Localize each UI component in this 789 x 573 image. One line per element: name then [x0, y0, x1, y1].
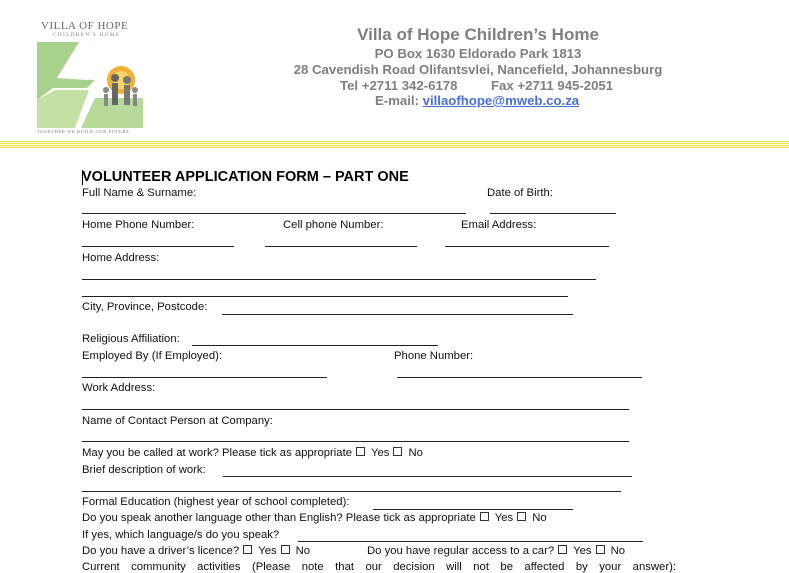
header-po-box: PO Box 1630 Eldorado Park 1813	[374, 46, 582, 61]
religion-label: Religious Affiliation:	[82, 333, 180, 345]
drivers-licence-label: Do you have a driver’s licence?	[82, 545, 240, 557]
which-language-field[interactable]	[298, 541, 643, 542]
licence-row	[82, 545, 310, 557]
which-language-label: If yes, which language/s do you speak?	[82, 529, 280, 541]
home-address-label: Home Address:	[82, 252, 160, 264]
city-field[interactable]	[222, 314, 573, 315]
phone-number-label: Phone Number:	[394, 350, 474, 362]
cell-phone-field[interactable]	[265, 246, 417, 247]
education-field[interactable]	[373, 509, 573, 510]
home-address-field-2[interactable]	[82, 296, 568, 297]
car-access-label: Do you have regular access to a car?	[367, 545, 555, 557]
cell-phone-label: Cell phone Number:	[283, 219, 384, 231]
other-language-no-label: No	[532, 512, 547, 524]
contact-person-label: Name of Contact Person at Company:	[82, 415, 273, 427]
other-language-yes-checkbox[interactable]	[480, 512, 489, 521]
full-name-field[interactable]	[82, 213, 466, 214]
header-fax: Fax +2711 945-2051	[491, 78, 614, 93]
logo	[35, 20, 145, 138]
contact-person-field[interactable]	[82, 441, 629, 442]
home-phone-field[interactable]	[82, 246, 234, 247]
called-at-work-yes-label: Yes	[371, 447, 390, 459]
licence-yes-checkbox[interactable]	[243, 545, 252, 554]
email-link[interactable]: villaofhope@mweb.co.za	[422, 93, 580, 108]
other-language-yes-label: Yes	[494, 512, 514, 524]
email-address-label: Email Address:	[461, 219, 537, 231]
car-access-row	[367, 545, 625, 557]
logo-graphic	[35, 40, 145, 128]
car-no-label: No	[610, 545, 626, 557]
education-label: Formal Education (highest year of school completed):	[82, 496, 350, 508]
brief-work-label: Brief description of work:	[82, 464, 206, 476]
car-yes-label: Yes	[573, 545, 592, 557]
header-address: 28 Cavendish Road Olifantsvlei, Nancefield, Johannesburg	[293, 62, 663, 77]
header-tel: Tel +2711 342-6178	[340, 78, 458, 93]
dob-field[interactable]	[490, 213, 616, 214]
called-at-work-no-label: No	[408, 447, 423, 459]
called-at-work-label: May you be called at work? Please tick as appropriate	[82, 447, 353, 459]
called-at-work-yes-checkbox[interactable]	[356, 447, 365, 456]
employed-by-label: Employed By (If Employed):	[82, 350, 223, 362]
licence-yes-label: Yes	[258, 545, 277, 557]
car-no-checkbox[interactable]	[596, 545, 605, 554]
brief-work-field-1[interactable]	[223, 476, 632, 477]
work-address-label: Work Address:	[82, 382, 156, 394]
licence-no-checkbox[interactable]	[281, 545, 290, 554]
full-name-label: Full Name & Surname:	[82, 187, 197, 199]
form-title: VOLUNTEER APPLICATION FORM – PART ONE	[82, 169, 409, 185]
logo-tagline: TOGETHER WE BUILD OUR FUTURE	[37, 129, 130, 134]
other-language-row	[82, 512, 547, 524]
email-label: E-mail:	[375, 93, 423, 108]
header-title: Villa of Hope Children’s Home	[357, 25, 599, 44]
other-language-label: Do you speak another language other than English? Please tick as appropriate	[82, 512, 476, 524]
phone-number-field[interactable]	[397, 377, 642, 378]
employed-by-field[interactable]	[82, 377, 327, 378]
header-email	[375, 93, 579, 108]
header-band	[0, 141, 789, 148]
other-language-no-checkbox[interactable]	[517, 512, 526, 521]
dob-label: Date of Birth:	[487, 187, 553, 199]
logo-name: VILLA OF HOPE	[41, 20, 129, 32]
home-phone-label: Home Phone Number:	[82, 219, 195, 231]
work-address-field[interactable]	[82, 409, 629, 410]
email-address-field[interactable]	[445, 246, 609, 247]
logo-subtitle: CHILDREN'S HOME	[53, 32, 121, 38]
called-at-work-row	[82, 447, 423, 459]
car-yes-checkbox[interactable]	[558, 545, 567, 554]
community-label: Current community activities (Please note that our decision will not be affected by your answer):	[82, 561, 676, 573]
licence-no-label: No	[295, 545, 311, 557]
city-label: City, Province, Postcode:	[82, 301, 208, 313]
brief-work-field-2[interactable]	[82, 491, 621, 492]
religion-field[interactable]	[192, 345, 438, 346]
called-at-work-no-checkbox[interactable]	[393, 447, 402, 456]
home-address-field-1[interactable]	[82, 279, 596, 280]
